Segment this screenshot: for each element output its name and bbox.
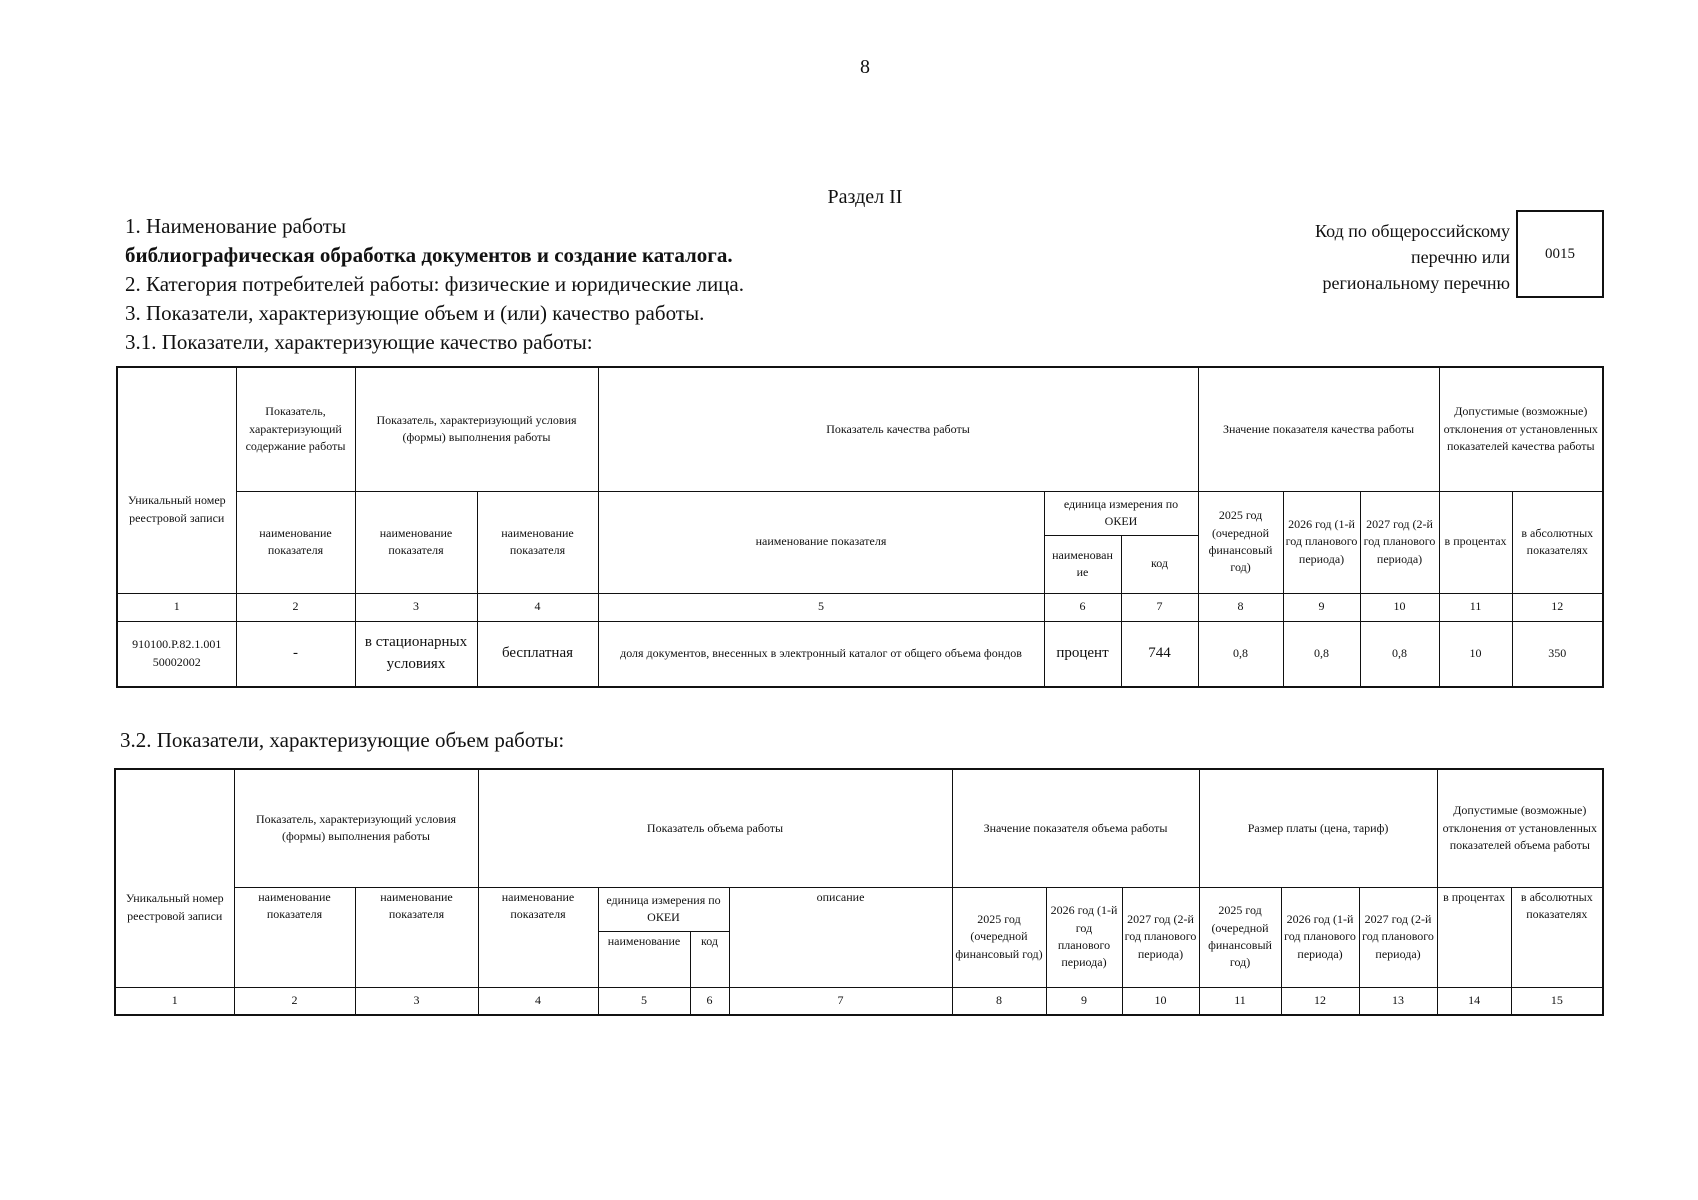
v-col-num: 10 bbox=[1122, 987, 1199, 1015]
v-col-num: 7 bbox=[729, 987, 952, 1015]
v-h-value: Значение показателя объема работы bbox=[952, 769, 1199, 887]
code-label: Код по общероссийскому перечню или региональному перечню bbox=[1315, 221, 1510, 293]
q-h-name3: наименование показателя bbox=[477, 491, 598, 593]
q-col-numbers-row bbox=[117, 593, 1603, 621]
v-h-unit-name: наименование bbox=[598, 931, 690, 987]
v-h-conditions: Показатель, характеризующий условия (формы) выполнения работы bbox=[234, 769, 478, 887]
q-h-y2027: 2027 год (2-й год планового периода) bbox=[1360, 491, 1439, 593]
q-h-unique: Уникальный номер реестровой записи bbox=[117, 367, 236, 593]
v-col-num: 5 bbox=[598, 987, 690, 1015]
q-h-quality: Показатель качества работы bbox=[598, 367, 1198, 491]
volume-section-title: 3.2. Показатели, характеризующие объем работы: bbox=[120, 728, 565, 752]
v-col-num: 8 bbox=[952, 987, 1046, 1015]
v-col-num: 3 bbox=[355, 987, 478, 1015]
v-col-num: 9 bbox=[1046, 987, 1122, 1015]
v-h-f2027: 2027 год (2-й год планового периода) bbox=[1359, 887, 1437, 987]
q-col-num: 4 bbox=[477, 593, 598, 621]
q-col-num: 1 bbox=[117, 593, 236, 621]
v-col-num: 6 bbox=[690, 987, 729, 1015]
q-indicator: доля документов, внесенных в электронный каталог от общего объема фондов bbox=[598, 621, 1044, 687]
v-h-percent: в процентах bbox=[1437, 887, 1511, 987]
q-h-unit: единица измерения по ОКЕИ bbox=[1044, 491, 1198, 535]
v-col-num: 12 bbox=[1281, 987, 1359, 1015]
consumers-line: 2. Категория потребителей работы: физические и юридические лица. bbox=[125, 272, 744, 296]
q-unique-number: 910100.Р.82.1.001 50002002 bbox=[117, 621, 236, 687]
v-h-unit-code: код bbox=[690, 931, 729, 987]
q-col-num: 10 bbox=[1360, 593, 1439, 621]
q-h-unit-code: код bbox=[1121, 535, 1198, 593]
v-col-num: 11 bbox=[1199, 987, 1281, 1015]
v-h-v2027: 2027 год (2-й год планового периода) bbox=[1122, 887, 1199, 987]
q-unit-name: процент bbox=[1044, 621, 1121, 687]
volume-table bbox=[114, 768, 1604, 1016]
q-col-num: 9 bbox=[1283, 593, 1360, 621]
q-v2027: 0,8 bbox=[1360, 621, 1439, 687]
v-h-unique: Уникальный номер реестровой записи bbox=[115, 769, 234, 987]
q-col-num: 5 bbox=[598, 593, 1044, 621]
table-row bbox=[117, 621, 1603, 687]
q-h-unit-name: наименован ие bbox=[1044, 535, 1121, 593]
page-number: 8 bbox=[860, 56, 870, 78]
q-col-num: 12 bbox=[1512, 593, 1603, 621]
work-name-label: 1. Наименование работы bbox=[125, 214, 347, 238]
v-h-name3: наименование показателя bbox=[478, 887, 598, 987]
q-h-conditions: Показатель, характеризующий условия (формы) выполнения работы bbox=[355, 367, 598, 491]
q-dev-absolute: 350 bbox=[1512, 621, 1603, 687]
v-col-numbers-row bbox=[115, 987, 1603, 1015]
q-col-num: 7 bbox=[1121, 593, 1198, 621]
q-h-indicator-name: наименование показателя bbox=[598, 491, 1044, 593]
v-h-name2: наименование показателя bbox=[355, 887, 478, 987]
v-col-num: 4 bbox=[478, 987, 598, 1015]
q-col-num: 11 bbox=[1439, 593, 1512, 621]
q-v2026: 0,8 bbox=[1283, 621, 1360, 687]
v-h-name1: наименование показателя bbox=[234, 887, 355, 987]
q-dev-percent: 10 bbox=[1439, 621, 1512, 687]
v-h-v2025: 2025 год (очередной финансовый год) bbox=[952, 887, 1046, 987]
q-unit-code: 744 bbox=[1121, 621, 1198, 687]
v-col-num: 15 bbox=[1511, 987, 1603, 1015]
v-h-fee: Размер платы (цена, тариф) bbox=[1199, 769, 1437, 887]
q-h-name1: наименование показателя bbox=[236, 491, 355, 593]
v-col-num: 1 bbox=[115, 987, 234, 1015]
q-content: - bbox=[236, 621, 355, 687]
q-col-num: 8 bbox=[1198, 593, 1283, 621]
q-col-num: 6 bbox=[1044, 593, 1121, 621]
v-h-v2026: 2026 год (1-й год планового периода) bbox=[1046, 887, 1122, 987]
q-h-value: Значение показателя качества работы bbox=[1198, 367, 1439, 491]
q-v2025: 0,8 bbox=[1198, 621, 1283, 687]
v-h-unit: единица измерения по ОКЕИ bbox=[598, 887, 729, 931]
v-h-volume: Показатель объема работы bbox=[478, 769, 952, 887]
code-box: 0015 bbox=[1516, 210, 1604, 298]
v-col-num: 14 bbox=[1437, 987, 1511, 1015]
quality-section-title: 3.1. Показатели, характеризующие качество работы: bbox=[125, 330, 593, 354]
v-col-num: 13 bbox=[1359, 987, 1437, 1015]
v-h-f2025: 2025 год (очередной финансовый год) bbox=[1199, 887, 1281, 987]
v-h-f2026: 2026 год (1-й год планового периода) bbox=[1281, 887, 1359, 987]
section-title: Раздел II bbox=[827, 186, 903, 208]
work-name-value: библиографическая обработка документов и создание каталога. bbox=[125, 243, 733, 267]
q-condition2: бесплатная bbox=[477, 621, 598, 687]
q-col-num: 3 bbox=[355, 593, 477, 621]
q-col-num: 2 bbox=[236, 593, 355, 621]
indicators-title: 3. Показатели, характеризующие объем и (или) качество работы. bbox=[125, 301, 705, 325]
q-h-percent: в процентах bbox=[1439, 491, 1512, 593]
v-h-deviation: Допустимые (возможные) отклонения от установленных показателей объема работы bbox=[1437, 769, 1603, 887]
q-h-y2026: 2026 год (1-й год планового периода) bbox=[1283, 491, 1360, 593]
v-h-description: описание bbox=[729, 887, 952, 987]
q-h-y2025: 2025 год (очередной финансовый год) bbox=[1198, 491, 1283, 593]
v-col-num: 2 bbox=[234, 987, 355, 1015]
quality-table bbox=[116, 366, 1604, 688]
v-h-absolute: в абсолютных показателях bbox=[1511, 887, 1603, 987]
q-h-content: Показатель, характеризующий содержание работы bbox=[236, 367, 355, 491]
q-h-deviation: Допустимые (возможные) отклонения от установленных показателей качества работы bbox=[1439, 367, 1603, 491]
q-h-name2: наименование показателя bbox=[355, 491, 477, 593]
q-h-absolute: в абсолютных показателях bbox=[1512, 491, 1603, 593]
q-condition1: в стационарных условиях bbox=[355, 621, 477, 687]
